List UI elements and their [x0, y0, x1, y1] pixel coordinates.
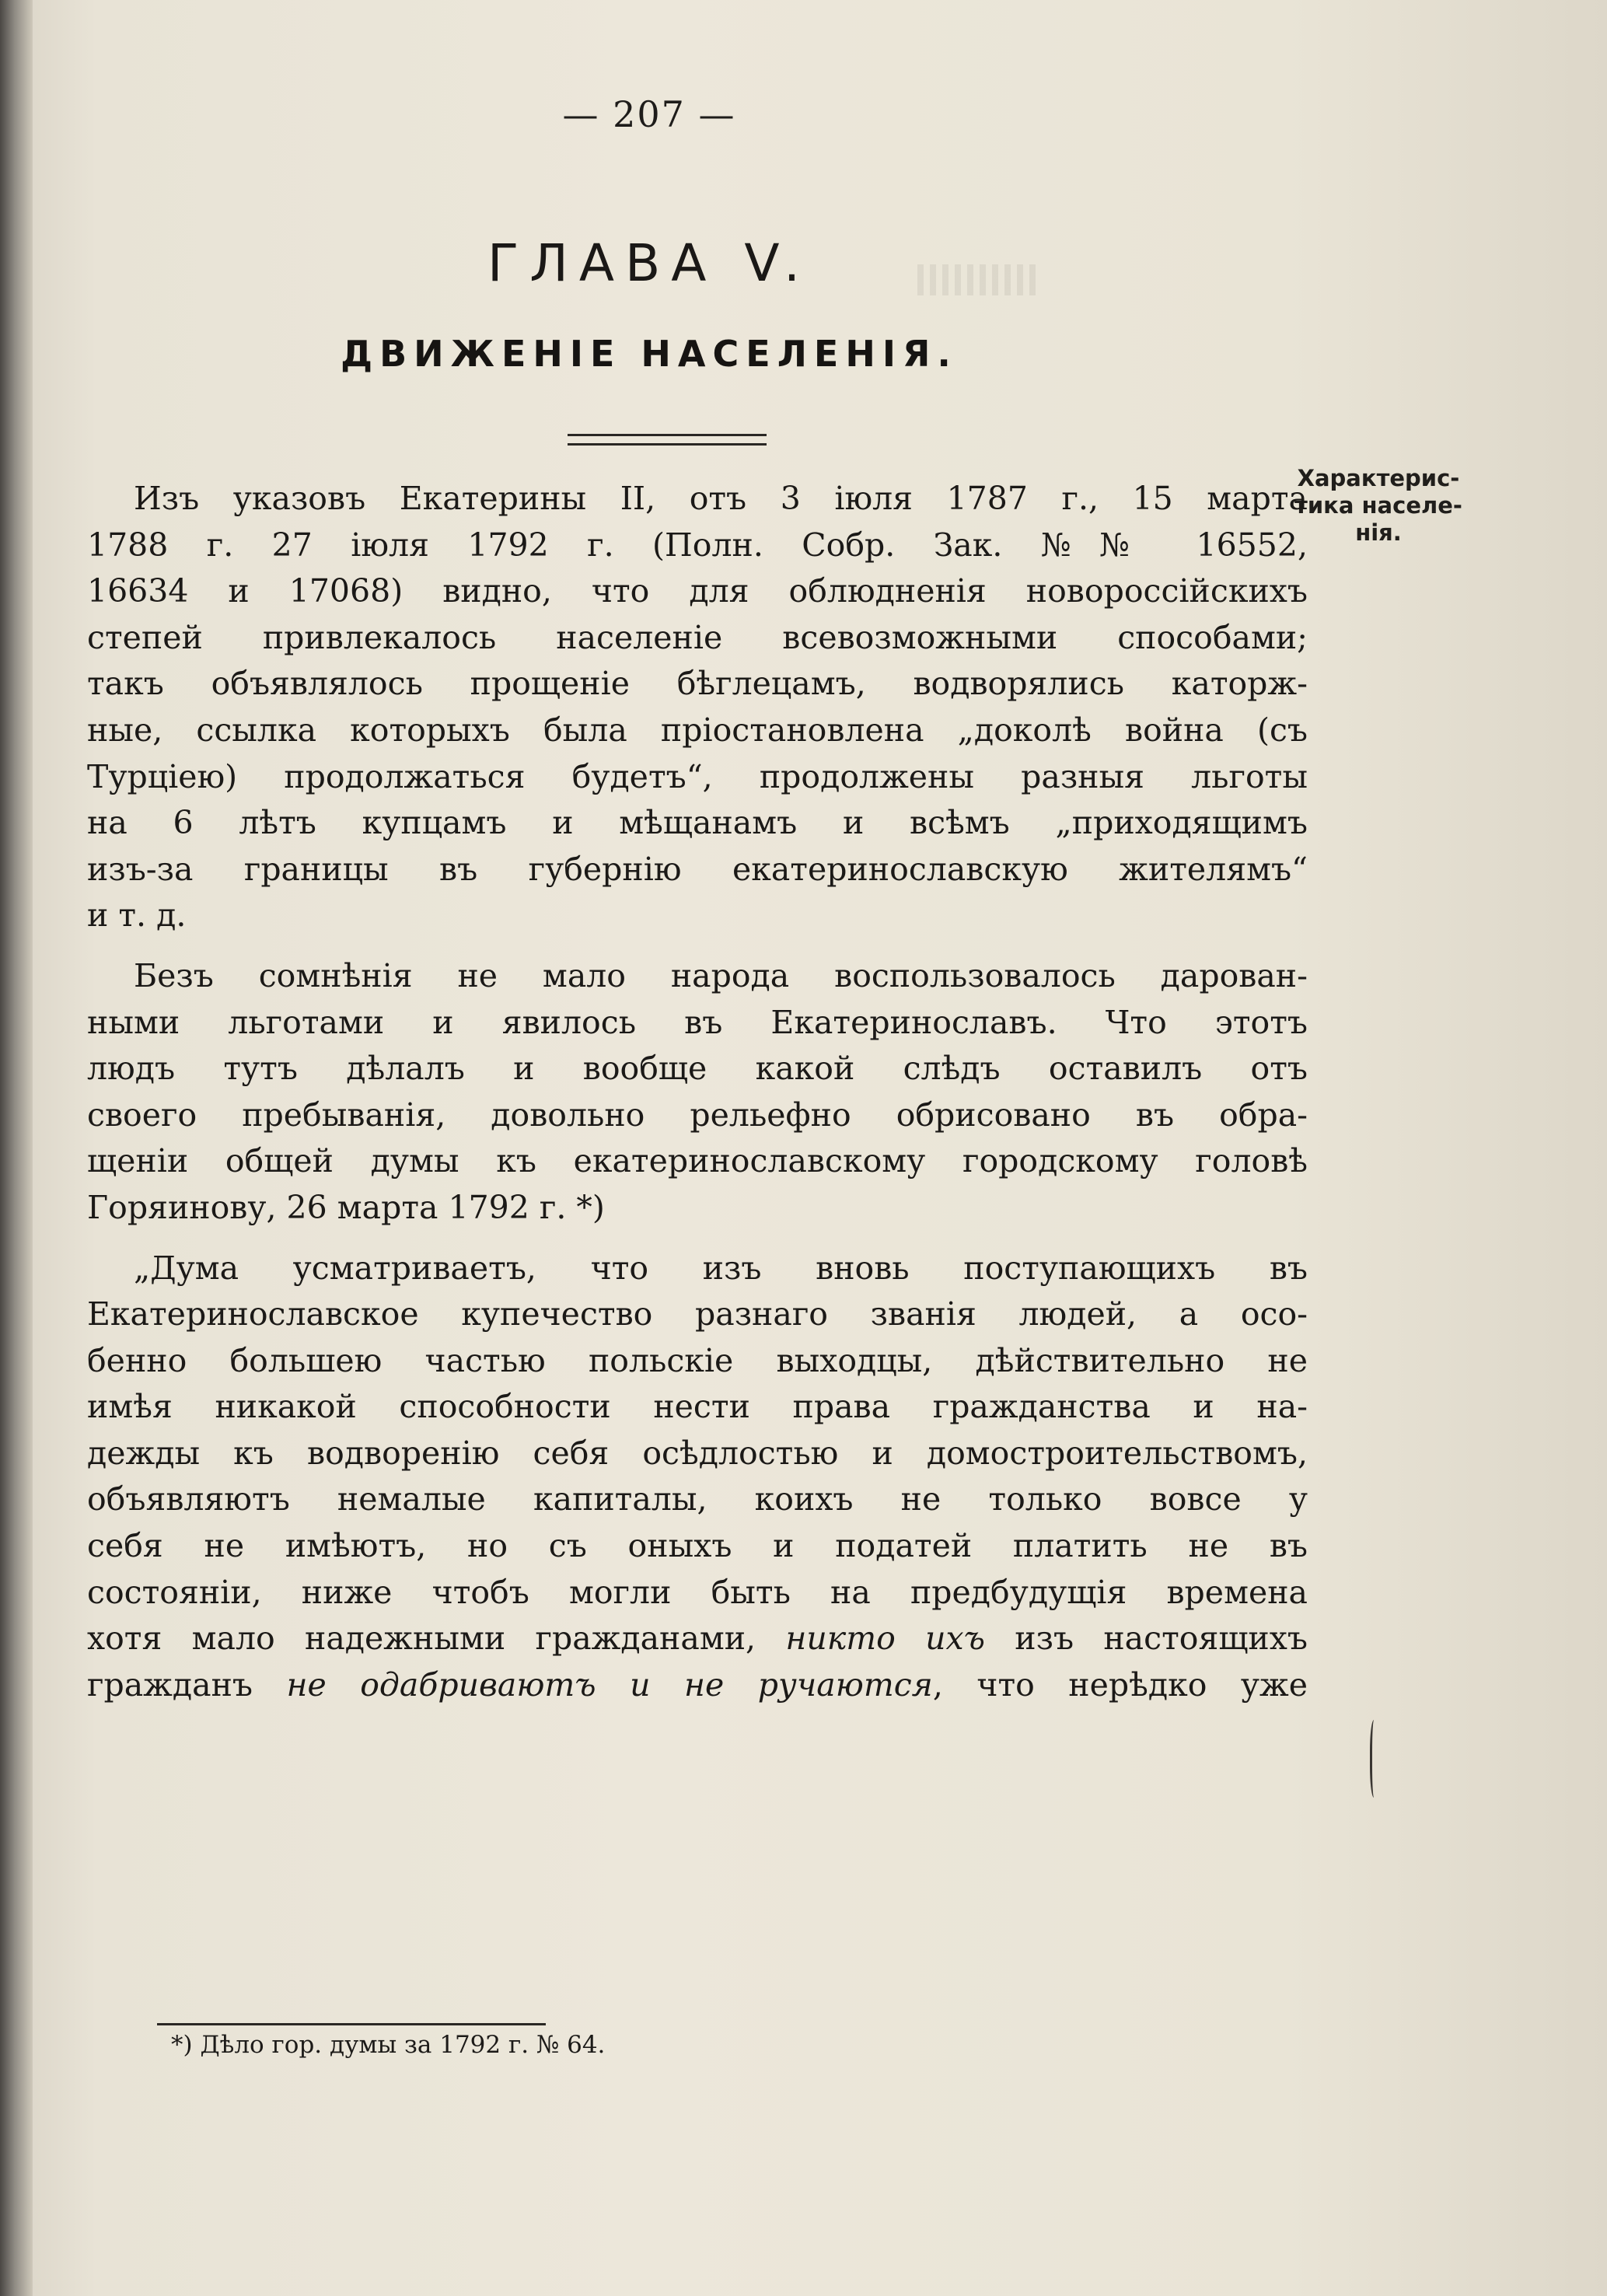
text-segment: изъ настоящихъ: [984, 1620, 1308, 1658]
text-line: ные, ссылка которыхъ была пріостановлена „доколѣ война (съ: [87, 711, 1308, 749]
text-line: объявляютъ немалые капиталы, коихъ не только вовсе у: [87, 1480, 1308, 1518]
text-segment: гражданъ: [87, 1665, 287, 1704]
footnote: *) Дѣло гор. думы за 1792 г. № 64.: [171, 2031, 606, 2059]
text-line: состояніи, ниже чтобъ могли быть на предбудущія времена: [87, 1573, 1308, 1611]
paragraph-gap: [87, 1232, 1308, 1246]
text-line: Изъ указовъ Екатерины II, отъ 3 іюля 1787 г., 15 марта: [134, 480, 1308, 517]
title-double-rule: [568, 434, 767, 446]
text-line: себя не имѣютъ, но съ оныхъ и податей платить не въ: [87, 1527, 1308, 1565]
text-line: бенно большею частью польскіе выходцы, дѣйствительно не: [87, 1341, 1308, 1379]
text-line: ными льготами и явилось въ Екатеринославъ. Что этотъ: [87, 1003, 1308, 1041]
text-line: изъ-за границы въ губернію екатеринославскую жителямъ“: [87, 850, 1308, 888]
text-segment: хотя мало надежными гражданами,: [87, 1620, 786, 1658]
text-line: Турціею) продолжаться будетъ“, продолжены разныя льготы: [87, 757, 1308, 795]
italic-text: не одабриваютъ и не ручаются: [286, 1665, 933, 1704]
text-line: имѣя никакой способности нести права гражданства и на-: [87, 1388, 1308, 1426]
text-line: [87, 1662, 1308, 1709]
margin-pencil-mark: [1370, 1720, 1380, 1798]
chapter-heading: ГЛАВА V.: [487, 233, 812, 293]
text-line: дежды къ водворенію себя осѣдлостью и домостроительствомъ,: [87, 1434, 1308, 1472]
margin-note-line: тика населе-: [1294, 492, 1462, 519]
text-line: степей привлекалось населеніе всевозможными способами;: [87, 618, 1308, 656]
italic-text: никто ихъ: [785, 1620, 985, 1658]
text-line: Екатеринославское купечество разнаго званія людей, а осо-: [87, 1295, 1308, 1333]
text-line: 1788 г. 27 іюля 1792 г. (Полн. Собр. Зак. №№ 16552,: [87, 526, 1308, 564]
text-line: людъ тутъ дѣлалъ и вообще какой слѣдъ оставилъ отъ: [87, 1050, 1308, 1088]
text-line: такъ объявлялось прощеніе бѣглецамъ, водворялись каторж-: [87, 665, 1308, 703]
paragraph-gap: [87, 939, 1308, 953]
page-number: — 207 —: [562, 93, 736, 135]
margin-note-line: Характерис-: [1297, 465, 1460, 491]
text-line: и т. д.: [87, 896, 187, 935]
margin-note: [1281, 465, 1476, 547]
text-line: Горяинову, 26 марта 1792 г. *): [87, 1188, 605, 1226]
margin-note-line: нія.: [1355, 519, 1402, 546]
footnote-rule: [157, 2023, 546, 2025]
chapter-title: ДВИЖЕНІЕ НАСЕЛЕНІЯ.: [341, 333, 958, 375]
text-line: своего пребыванія, довольно рельефно обрисовано въ обра-: [87, 1096, 1308, 1134]
text-line: 16634 и 17068) видно, что для облюдненія новороссійскихъ: [87, 572, 1308, 610]
text-line: [87, 1616, 1308, 1662]
text-line: Безъ сомнѣнія не мало народа воспользовалось дарован-: [134, 956, 1308, 994]
text-line: щеніи общей думы къ екатеринославскому городскому головѣ: [87, 1142, 1308, 1180]
body-text: [87, 476, 1308, 1708]
text-segment: , что нерѣдко уже: [932, 1665, 1308, 1704]
text-line: на 6 лѣтъ купцамъ и мѣщанамъ и всѣмъ „приходящимъ: [87, 804, 1308, 842]
text-line: „Дума усматриваетъ, что изъ вновь поступающихъ въ: [134, 1249, 1308, 1287]
